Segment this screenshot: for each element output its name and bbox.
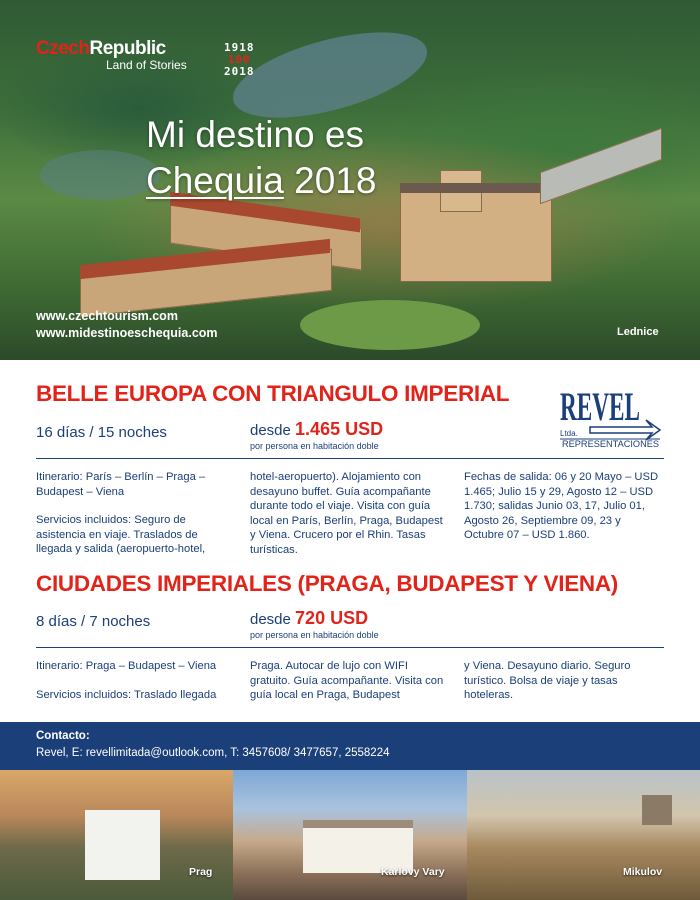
package2-days: 8 días / 7 noches (36, 613, 151, 630)
contact-details[interactable]: Revel, E: revellimitada@outlook.com, T: 3457608/ 3477657, 2558224 (36, 747, 390, 759)
hero-image (0, 0, 700, 360)
hero-title-line2 (146, 158, 376, 204)
place-caption: Lednice (617, 326, 659, 338)
revel-logo-ltda: Ltda. (560, 429, 578, 438)
contact-label: Contacto: (36, 730, 90, 742)
photo-caption: Prag (189, 866, 213, 878)
package1-title: BELLE EUROPA CON TRIANGULO IMPERIAL (36, 381, 510, 406)
package2-services-cont: Praga. Autocar de lujo con WIFI gratuito. Guía acompañante. Visita con guía local en Praga, Budapest (250, 660, 444, 702)
package1-price (250, 419, 383, 451)
package2-title: CIUDADES IMPERIALES (PRAGA, BUDAPEST Y VIENA) (36, 571, 618, 596)
photo-mikulov (467, 770, 700, 900)
castle-silhouette (642, 795, 672, 825)
package2-col2 (250, 659, 448, 717)
centenary-mark (224, 42, 255, 78)
package2-col1 (36, 659, 234, 716)
photo-karlovy-vary (233, 770, 467, 900)
package1-col3 (464, 470, 662, 557)
year-100: 100 (227, 53, 251, 66)
photo-caption: Mikulov (623, 866, 663, 878)
lake (40, 150, 160, 200)
greenhouse (540, 128, 662, 204)
hero-title-chequia: Chequia (146, 160, 284, 201)
photo-prag (0, 770, 233, 900)
package2-col3 (464, 659, 662, 717)
logo-tagline: Land of Stories (106, 58, 187, 72)
hero-urls (36, 308, 218, 342)
revel-logo-tagline: REPRESENTACIONES (562, 439, 659, 450)
package1-price-note: por persona en habitación doble (250, 441, 379, 451)
package1-divider (36, 458, 664, 459)
package2-price-amount: 720 USD (295, 608, 369, 628)
package1-col1 (36, 470, 234, 571)
hero-title-line1: Mi destino es (146, 114, 364, 155)
package2-services: Servicios incluidos: Traslado llegada (36, 688, 217, 701)
photo-caption: Karlovy Vary (381, 866, 445, 878)
url-midestino[interactable]: www.midestinoeschequia.com (36, 326, 218, 340)
czech-republic-logo (36, 38, 187, 72)
logo-czech: Czech (36, 38, 90, 59)
package1-col2 (250, 470, 448, 572)
package1-services-cont: hotel-aeropuerto). Alojamiento con desayuno buffet. Guía acompañante durante todo el viaje. Visita con guía local en París, Berlín, Praga, Budapest y Viena. Crucero por el Rhin. Tasas turísticas. (250, 471, 443, 556)
package2-services-end: y Viena. Desayuno diario. Seguro turístico. Bolsa de viaje y tasas hoteleras. (464, 660, 631, 702)
contact-bar (0, 722, 700, 770)
castle-roof (400, 183, 550, 193)
package2-price-note: por persona en habitación doble (250, 630, 379, 640)
year-1918: 1918 (224, 41, 255, 54)
package1-price-label: desde (250, 422, 296, 439)
package2-divider (36, 647, 664, 648)
package1-services: Servicios incluidos: Seguro de asistencia en viaje. Traslados de llegada y salida (aeropuerto-hotel, (36, 514, 206, 556)
package1-itinerary: Itinerario: París – Berlín – Praga – Budapest – Viena (36, 471, 206, 498)
revel-logo-name: REVEL (560, 384, 640, 429)
lawn (300, 300, 480, 350)
hero-title-year: 2018 (283, 160, 377, 201)
year-2018: 2018 (224, 65, 255, 78)
package2-itinerary: Itinerario: Praga – Budapest – Viena (36, 660, 217, 672)
package1-days: 16 días / 15 noches (36, 424, 167, 441)
logo-republic: Republic (89, 38, 166, 59)
villa-building (85, 810, 160, 880)
url-czechtourism[interactable]: www.czechtourism.com (36, 309, 178, 323)
revel-logo (560, 380, 662, 450)
package2-price (250, 608, 379, 640)
hero-title (146, 112, 376, 204)
package2-price-label: desde (250, 611, 296, 628)
package1-price-amount: 1.465 USD (295, 419, 384, 439)
package1-dates: Fechas de salida: 06 y 20 Mayo – USD 1.465; Julio 15 y 29, Agosto 12 – USD 1.730; salidas Junio 03, 17, Julio 01, Agosto 26, Septiembre 09, 23 y Octubre 07 – USD 1.860. (464, 471, 659, 542)
